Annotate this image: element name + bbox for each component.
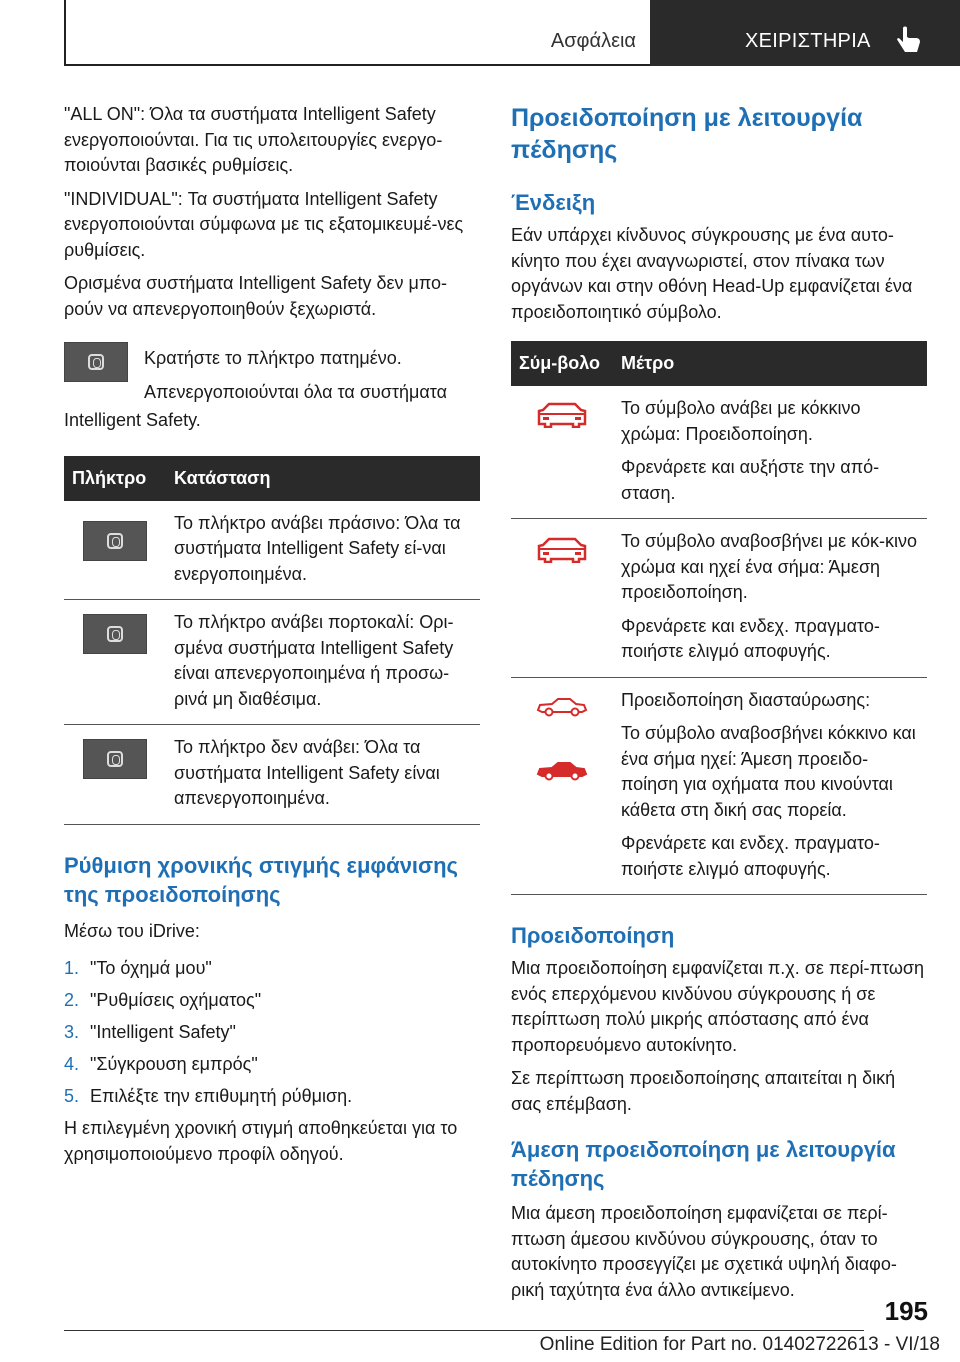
status-cell: Το πλήκτρο δεν ανάβει: Όλα τα συστήματα Intelligent Safety είναι απενεργοποιημένα.	[166, 725, 480, 825]
table-row	[64, 501, 480, 600]
car-side-red-icon	[536, 760, 588, 782]
button-status-table	[64, 456, 480, 825]
table-header-status: Κατάσταση	[166, 456, 480, 501]
safety-button-green-image	[83, 521, 147, 561]
table-header-button: Πλήκτρο	[64, 456, 166, 501]
symbol-measure-table	[511, 341, 927, 895]
measure-cell: Προειδοποίηση διασταύρωσης: Το σύμβολο αναβοσβήνει κόκκινο και ένα σήμα ηχεί: Άμεση προειδο-ποίηση για οχήματα που κινούνται κάθετα στη δική σας πορεία. Φρενάρετε και ενδεχ. πραγματο-ποιήστε ελιγμό αποφυγής.	[613, 677, 927, 895]
list-item: 1. "Το όχημά μου"	[64, 958, 212, 978]
list-item: 4. "Σύγκρουση εμπρός"	[64, 1054, 258, 1074]
car-red-icon	[537, 402, 587, 428]
paragraph-intervention: Σε περίπτωση προειδοποίησης απαιτείται η δική σας επέμβαση.	[511, 1068, 896, 1114]
table-row	[511, 386, 927, 519]
instruction-hold: Κρατήστε το πλήκτρο πατημένο.	[144, 348, 402, 368]
instruction-result-line1: Απενεργοποιούνται όλα τα συστήματα	[144, 382, 448, 402]
list-item: 3. "Intelligent Safety"	[64, 1022, 236, 1042]
table-row	[64, 600, 480, 725]
table-row	[64, 725, 480, 825]
table-header-symbol: Σύμ-βολο	[511, 341, 613, 386]
closing-paragraph: Η επιλεγμένη χρονική στιγμή αποθηκεύεται για το χρησιμοποιούμενο προφίλ οδηγού.	[64, 1118, 458, 1164]
paragraph-individual: "INDIVIDUAL": Τα συστήματα Intelligent Safety ενεργοποιούνται σύμφωνα με τις εξατομικευμέ-νες ρυθμίσεις.	[64, 188, 464, 260]
section-title-braking-warning: Προειδοποίηση με λειτουργία πέδησης	[511, 104, 863, 164]
edition-note: Online Edition for Part no. 01402722613 - VI/18	[539, 1334, 940, 1355]
paragraph-some-systems: Ορισμένα συστήματα Intelligent Safety δεν μπο-ρούν να απενεργοποιηθούν ξεχωριστά.	[64, 273, 448, 319]
header-rule-bottom	[64, 64, 650, 66]
instruction-result-line2: Intelligent Safety.	[64, 410, 201, 430]
footer-rule	[64, 1330, 864, 1331]
section-title: Ασφάλεια	[550, 30, 636, 52]
steps-list	[64, 956, 480, 1110]
instruction-block	[64, 342, 480, 412]
subheading-indication: Ένδειξη	[511, 190, 596, 215]
subheading-immediate-warning: Άμεση προειδοποίηση με λειτουργία πέδησης	[511, 1137, 896, 1191]
right-column	[511, 102, 927, 1303]
status-cell: Το πλήκτρο ανάβει πράσινο: Όλα τα συστήματα Intelligent Safety εί-ναι ενεργοποιημένα.	[166, 501, 480, 600]
safety-button-off-image	[83, 739, 147, 779]
paragraph-indication: Εάν υπάρχει κίνδυνος σύγκρουσης με ένα αυτο-κίνητο που έχει αναγνωριστεί, στον πίνακα των οργάνων και στην οθόνη Head-Up εμφανίζεται ένα προειδοποιητικό σύμβολο.	[511, 225, 913, 322]
section-heading-timing: Ρύθμιση χρονικής στιγμής εμφάνισης της προειδοποίησης	[64, 852, 458, 907]
car-red-icon	[537, 537, 587, 563]
table-row	[511, 519, 927, 678]
left-column	[64, 102, 480, 1167]
page-number: 195	[884, 1296, 928, 1326]
table-header-measure: Μέτρο	[613, 341, 927, 386]
measure-cell: Το σύμβολο ανάβει με κόκκινο χρώμα: Προειδοποίηση. Φρενάρετε και αυξήστε την από-σταση.	[613, 386, 927, 519]
car-side-red-icon	[536, 696, 588, 718]
chapter-tab[interactable]	[650, 0, 960, 66]
paragraph-all-on: "ALL ON": Όλα τα συστήματα Intelligent Safety ενεργοποιούνται. Για τις υπολειτουργίες ενεργο-ποιούνται βασικές ρυθμίσεις.	[64, 104, 443, 175]
header-rule-vertical	[64, 0, 66, 66]
safety-button-image	[64, 342, 128, 382]
measure-cell: Το σύμβολο αναβοσβήνει με κόκ-κινο χρώμα και ηχεί ένα σήμα: Άμεση προειδοποίηση. Φρενάρετε και ενδεχ. πραγματο-ποιήστε ελιγμό αποφυγής.	[613, 519, 927, 678]
chapter-tab-label: ΧΕΙΡΙΣΤΗΡΙΑ	[745, 30, 871, 52]
status-cell: Το πλήκτρο ανάβει πορτοκαλί: Ορι-σμένα συστήματα Intelligent Safety είναι απενεργοποιημένα ή προσω-ρινά μη διαθέσιμα.	[166, 600, 480, 725]
safety-button-orange-image	[83, 614, 147, 654]
list-item: 5. Επιλέξτε την επιθυμητή ρύθμιση.	[64, 1086, 353, 1106]
paragraph-warning: Μια προειδοποίηση εμφανίζεται π.χ. σε περί-πτωση ενός επερχόμενου κινδύνου σύγκρουσης ή σε περίπτωση πολύ μικρής απόστασης από ένα προπορευόμενο αυτοκίνητο.	[511, 958, 924, 1055]
table-row	[511, 677, 927, 895]
via-idrive: Μέσω του iDrive:	[64, 920, 200, 941]
subheading-warning: Προειδοποίηση	[511, 923, 675, 948]
hand-pointer-icon	[895, 26, 923, 56]
paragraph-immediate-warning: Μια άμεση προειδοποίηση εμφανίζεται σε περί-πτωση άμεσου κινδύνου σύγκρουσης, όταν το αυτοκίνητο προσεγγίζει με σχετικά υψηλή διαφο-ρική ταχύτητα ένα άλλο αντικείμενο.	[511, 1203, 897, 1300]
list-item: 2. "Ρυθμίσεις οχήματος"	[64, 990, 262, 1010]
